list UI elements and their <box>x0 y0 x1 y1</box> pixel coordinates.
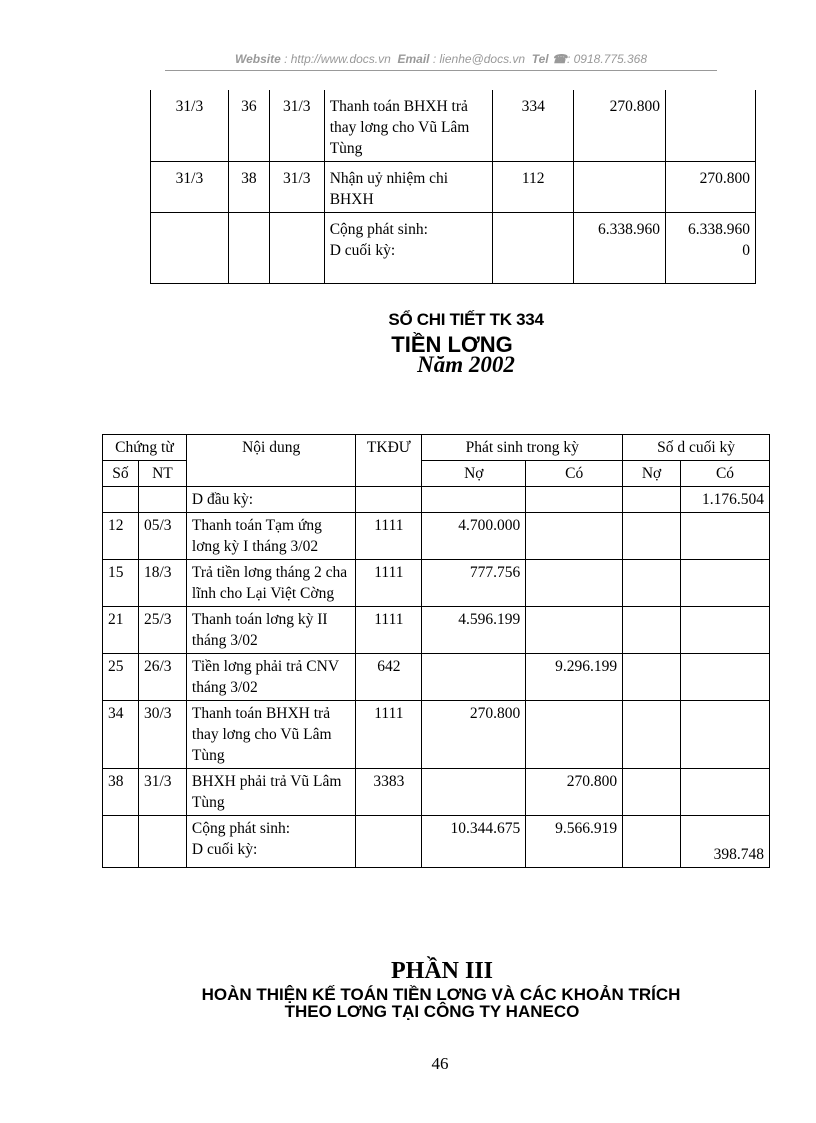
cell-credit <box>526 607 623 654</box>
total-credit: 9.566.919 <box>526 816 623 868</box>
header-credit: Có <box>526 461 623 487</box>
cell-account: 1111 <box>356 701 422 769</box>
total-label: Cộng phát sinh: <box>329 221 428 238</box>
cell-content: Thanh toán BHXH trả thay lơng cho Vũ Lâm Tùng <box>186 701 356 769</box>
header-row <box>103 435 770 461</box>
cell-no: 21 <box>103 607 139 654</box>
opening-label: D đầu kỳ: <box>186 487 356 513</box>
header-period: Phát sinh trong kỳ <box>422 435 623 461</box>
cell-date: 31/3 <box>151 90 229 162</box>
cell-credit <box>526 701 623 769</box>
header-divider <box>165 70 717 71</box>
cell-account: 3383 <box>356 769 422 816</box>
tel-label: Tel <box>531 52 549 66</box>
header-date: NT <box>138 461 186 487</box>
header-content: Nội dung <box>186 435 356 487</box>
cell-empty <box>526 487 623 513</box>
table-row <box>103 513 770 560</box>
total-label: Cộng phát sinh: <box>191 820 291 837</box>
ending-balance-label: D cuối kỳ: <box>191 841 258 858</box>
page-number: 46 <box>431 1054 449 1073</box>
cell-date: 31/3 <box>151 162 229 213</box>
header-debit: Nợ <box>422 461 526 487</box>
cell-account: 1111 <box>356 560 422 607</box>
phone-icon: ☎ <box>552 52 567 66</box>
cell-empty <box>623 654 681 701</box>
table-row <box>103 560 770 607</box>
table-row <box>103 701 770 769</box>
cell-credit <box>526 560 623 607</box>
ending-balance-label: D cuối kỳ: <box>329 242 396 259</box>
header-no: Số <box>103 461 139 487</box>
cell-empty <box>681 769 770 816</box>
cell-debit: 270.800 <box>574 90 666 162</box>
ledger-table <box>102 434 770 868</box>
total-credit: 6.338.960 <box>688 221 750 238</box>
cell-content: Thanh toán BHXH trả thay lơng cho Vũ Lâm Tùng <box>324 90 493 162</box>
total-debit: 6.338.960 <box>574 213 666 284</box>
cell-account: 1111 <box>356 607 422 654</box>
ending-credit: 0 <box>742 242 750 259</box>
cell-no: 38 <box>228 162 269 213</box>
email-value: : lienhe@docs.vn <box>432 52 526 66</box>
cell-empty <box>138 816 186 868</box>
cell-empty <box>151 213 229 284</box>
cell-date: 25/3 <box>138 607 186 654</box>
opening-balance-row <box>103 487 770 513</box>
header-balance-credit: Có <box>681 461 770 487</box>
part-subtitle-line2: THEO LƠNG TẠI CÔNG TY HANECO <box>284 1002 580 1021</box>
table-row <box>103 654 770 701</box>
cell-account: 642 <box>356 654 422 701</box>
ledger-title: SỔ CHI TIẾT TK 334 <box>388 310 544 329</box>
cell-debit <box>422 654 526 701</box>
cell-date: 18/3 <box>138 560 186 607</box>
cell-no: 36 <box>228 90 269 162</box>
totals-row <box>151 213 756 284</box>
cell-account: 112 <box>493 162 574 213</box>
cell-empty <box>103 487 139 513</box>
cell-content <box>186 816 356 868</box>
header-balance: Số d cuối kỳ <box>623 435 770 461</box>
cell-empty <box>623 701 681 769</box>
cell-no: 25 <box>103 654 139 701</box>
cell-empty <box>681 607 770 654</box>
cell-content: Thanh toán lơng kỳ II tháng 3/02 <box>186 607 356 654</box>
cell-content <box>324 213 493 284</box>
cell-credit: 270.800 <box>666 162 756 213</box>
cell-debit: 777.756 <box>422 560 526 607</box>
cell-account: 334 <box>493 90 574 162</box>
cell-content: Trả tiền lơng tháng 2 cha lĩnh cho Lại Việt Cờng <box>186 560 356 607</box>
page-header <box>165 52 717 66</box>
cell-credit: 270.800 <box>526 769 623 816</box>
cell-credit <box>526 513 623 560</box>
ledger-subtitle: TIỀN LƠNG <box>391 332 513 357</box>
cell-credit <box>666 213 756 284</box>
cell-debit: 270.800 <box>422 701 526 769</box>
cell-no: 12 <box>103 513 139 560</box>
cell-empty <box>681 513 770 560</box>
cell-no: 38 <box>103 769 139 816</box>
cell-date: 31/3 <box>269 90 324 162</box>
cell-empty <box>623 607 681 654</box>
cell-no: 15 <box>103 560 139 607</box>
cell-empty <box>623 487 681 513</box>
header-voucher: Chứng từ <box>103 435 187 461</box>
ending-credit-balance: 398.748 <box>681 816 770 868</box>
ledger-year: Năm 2002 <box>417 352 515 377</box>
cell-content: Tiền lơng phải trả CNV tháng 3/02 <box>186 654 356 701</box>
cell-empty <box>623 816 681 868</box>
cell-empty <box>269 213 324 284</box>
cell-empty <box>623 513 681 560</box>
table-row <box>151 162 756 213</box>
cell-date: 26/3 <box>138 654 186 701</box>
header-account: TKĐƯ <box>356 435 422 487</box>
cell-empty <box>138 487 186 513</box>
cell-content: BHXH phải trả Vũ Lâm Tùng <box>186 769 356 816</box>
cell-content: Nhận uỷ nhiệm chi BHXH <box>324 162 493 213</box>
cell-empty <box>422 487 526 513</box>
cell-date: 30/3 <box>138 701 186 769</box>
cell-date: 31/3 <box>269 162 324 213</box>
total-debit: 10.344.675 <box>422 816 526 868</box>
cell-date: 31/3 <box>138 769 186 816</box>
website-value: : http://www.docs.vn <box>284 52 391 66</box>
previous-ledger-table <box>150 90 756 284</box>
cell-debit <box>574 162 666 213</box>
tel-value: : 0918.775.368 <box>566 52 648 66</box>
cell-empty <box>103 816 139 868</box>
header-balance-debit: Nợ <box>623 461 681 487</box>
cell-credit <box>666 90 756 162</box>
email-label: Email <box>397 52 430 66</box>
cell-credit: 9.296.199 <box>526 654 623 701</box>
cell-empty <box>356 816 422 868</box>
cell-account: 1111 <box>356 513 422 560</box>
cell-empty <box>356 487 422 513</box>
website-label: Website <box>234 52 281 66</box>
cell-empty <box>623 769 681 816</box>
cell-no: 34 <box>103 701 139 769</box>
part-subtitle-line1: HOÀN THIỆN KẾ TOÁN TIỀN LƠNG VÀ CÁC KHOẢN TRÍCH <box>201 985 681 1004</box>
table-row <box>103 769 770 816</box>
part-title: PHẦN III <box>390 958 493 984</box>
cell-debit: 4.700.000 <box>422 513 526 560</box>
cell-empty <box>228 213 269 284</box>
totals-row <box>103 816 770 868</box>
opening-credit-balance: 1.176.504 <box>681 487 770 513</box>
cell-empty <box>493 213 574 284</box>
cell-date: 05/3 <box>138 513 186 560</box>
cell-empty <box>623 560 681 607</box>
cell-empty <box>681 701 770 769</box>
cell-content: Thanh toán Tạm ứng lơng kỳ I tháng 3/02 <box>186 513 356 560</box>
table-row <box>151 90 756 162</box>
cell-empty <box>681 654 770 701</box>
table-row <box>103 607 770 654</box>
cell-empty <box>681 560 770 607</box>
cell-debit <box>422 769 526 816</box>
cell-debit: 4.596.199 <box>422 607 526 654</box>
